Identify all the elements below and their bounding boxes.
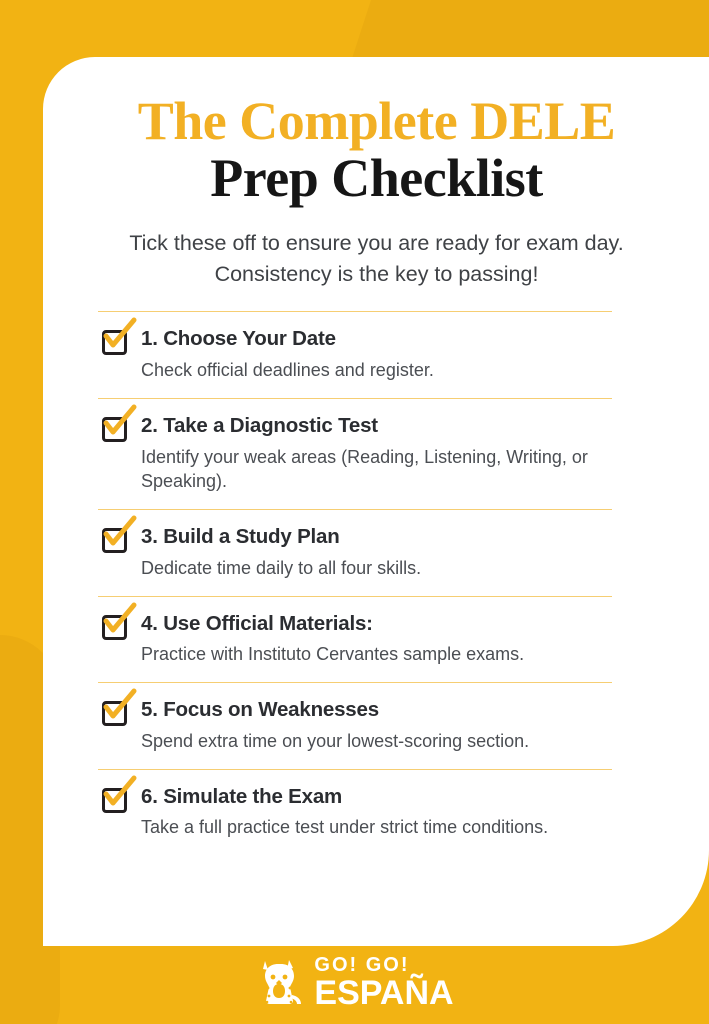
footer-logo [0, 946, 709, 1018]
subtitle-line-1: Tick these off to ensure you are ready for exam day. [129, 231, 624, 256]
checklist-item-title: 6. Simulate the Exam [141, 784, 343, 808]
subtitle-line-2: Consistency is the key to passing! [214, 261, 539, 286]
checklist-item-desc: Take a full practice test under strict time conditions. [141, 817, 549, 838]
checklist-item-text [141, 524, 612, 580]
checklist-item-desc: Dedicate time daily to all four skills. [141, 557, 422, 578]
checklist-item-desc: Identify your weak areas (Reading, Listening, Writing, or Speaking). [141, 446, 588, 492]
lynx-mascot-icon [255, 955, 305, 1009]
page-title [98, 93, 655, 207]
checkbox-checked-icon[interactable] [102, 700, 128, 726]
checklist-item-title: 3. Build a Study Plan [141, 525, 340, 549]
checkbox-checked-icon[interactable] [102, 527, 128, 553]
checkbox-checked-icon[interactable] [102, 787, 128, 813]
checklist-item-desc: Spend extra time on your lowest-scoring section. [141, 730, 530, 751]
title-line-accent: The Complete DELE [137, 91, 616, 151]
checklist-item-title: 4. Use Official Materials: [141, 611, 373, 635]
logo-go-text: GO! GO! [314, 953, 410, 976]
checklist-item-title: 2. Take a Diagnostic Test [141, 413, 378, 437]
checkbox-checked-icon[interactable] [102, 416, 128, 442]
checklist-item[interactable] [98, 312, 612, 397]
logo-espana-text: ESPAÑA [314, 973, 454, 1012]
checkmark-icon [101, 404, 141, 444]
checkbox-checked-icon[interactable] [102, 329, 128, 355]
card-inner [43, 57, 655, 855]
checklist-item-desc: Practice with Instituto Cervantes sample exams. [141, 644, 525, 665]
content-card [43, 57, 709, 946]
checklist-item[interactable] [98, 510, 612, 595]
checklist-item-text [141, 784, 612, 840]
checklist-item-text [141, 697, 612, 753]
checkmark-icon [101, 602, 141, 642]
checklist-item-title: 5. Focus on Weaknesses [141, 698, 379, 722]
checklist-item-text [141, 413, 612, 494]
checklist-item-text [141, 611, 612, 667]
logo-wordmark [314, 955, 453, 1010]
checklist-item-desc: Check official deadlines and register. [141, 360, 434, 381]
checklist-item-text [141, 326, 612, 382]
checklist-item[interactable] [98, 399, 612, 509]
checkmark-icon [101, 688, 141, 728]
checklist-item[interactable] [98, 597, 612, 682]
checkmark-icon [101, 317, 141, 357]
checklist-item-title: 1. Choose Your Date [141, 327, 336, 351]
checklist-item[interactable] [98, 770, 612, 855]
checkmark-icon [101, 515, 141, 555]
checklist-item[interactable] [98, 683, 612, 768]
checkmark-icon [101, 775, 141, 815]
title-line-dark: Prep Checklist [210, 148, 543, 209]
checkbox-checked-icon[interactable] [102, 614, 128, 640]
page-subtitle [98, 228, 655, 289]
checklist [98, 311, 612, 855]
